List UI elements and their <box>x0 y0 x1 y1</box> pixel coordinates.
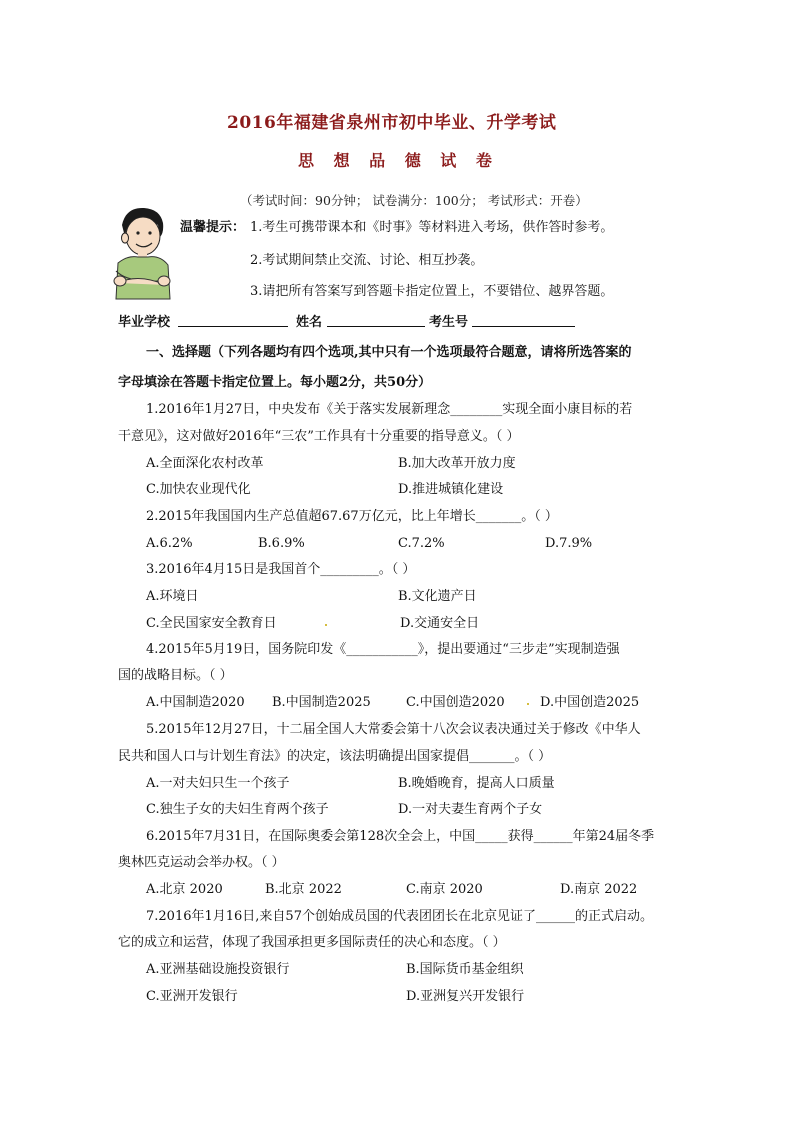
option-5a: A.一对夫妇只生一个孩子 <box>146 776 290 791</box>
option-3b: B.文化遗产日 <box>398 589 477 604</box>
option-6a: A.北京 2020 <box>146 882 223 897</box>
option-5d: D.一对夫妻生育两个子女 <box>398 802 543 817</box>
option-3a: A.环境日 <box>146 589 199 604</box>
question-2: 2.2015年我国国内生产总值超67.67万亿元，比上年增长_______。（ ） <box>146 509 558 524</box>
exam-number-label: 考生号 <box>429 315 469 330</box>
question-5: 5.2015年12月27日，十二届全国人大常委会第十八次会议表决通过关于修改《中华人 <box>146 722 641 737</box>
option-2d: D.7.9% <box>545 536 593 551</box>
question-4-cont: 国的战略目标。（ ） <box>118 668 233 683</box>
option-1d: D.推进城镇化建设 <box>398 482 504 497</box>
stray-dot <box>527 703 529 705</box>
option-1b: B.加大改革开放力度 <box>398 456 516 471</box>
school-label: 毕业学校 <box>118 315 171 330</box>
tips-item: 2.考试期间禁止交流、讨论、相互抄袭。 <box>250 253 484 268</box>
option-3c: C.全民国家安全教育日 <box>146 616 277 631</box>
option-5b: B.晚婚晚育，提高人口质量 <box>398 776 555 791</box>
question-1: 1.2016年1月27日，中央发布《关于落实发展新理念________实现全面小康目标的若 <box>146 402 633 417</box>
question-4: 4.2015年5月19日，国务院印发《___________》，提出要通过“三步走”实现制造强 <box>146 642 620 657</box>
option-7a: A.亚洲基础设施投资银行 <box>146 962 290 977</box>
question-3: 3.2016年4月15日是我国首个_________。（ ） <box>146 562 416 577</box>
option-7b: B.国际货币基金组织 <box>406 962 524 977</box>
question-7-cont: 它的成立和运营，体现了我国承担更多国际责任的决心和态度。（ ） <box>118 935 506 950</box>
question-1-cont: 干意见》，这对做好2016年“三农”工作具有十分重要的指导意义。（ ） <box>118 429 520 444</box>
option-6d: D.南京 2022 <box>560 882 638 897</box>
question-6: 6.2015年7月31日，在国际奥委会第128次全会上，中国_____获得______年第24届冬季 <box>146 829 655 844</box>
exam-title: 2016年福建省泉州市初中毕业、升学考试 <box>227 113 557 133</box>
tips-item: 1.考生可携带课本和《时事》等材料进入考场，供作答时参考。 <box>250 220 614 235</box>
option-5c: C.独生子女的夫妇生育两个孩子 <box>146 802 329 817</box>
exam-number-field[interactable] <box>472 326 575 327</box>
option-2a: A.6.2% <box>146 536 193 551</box>
option-3d: D.交通安全日 <box>400 616 480 631</box>
option-4a: A.中国制造2020 <box>146 695 245 710</box>
name-field[interactable] <box>327 326 425 327</box>
option-1c: C.加快农业现代化 <box>146 482 251 497</box>
option-2c: C.7.2% <box>398 536 445 551</box>
option-4c: C.中国创造2020 <box>406 695 505 710</box>
option-6b: B.北京 2022 <box>265 882 342 897</box>
section-heading-cont: 字母填涂在答题卡指定位置上。每小题2分，共50分） <box>118 375 432 390</box>
question-6-cont: 奥林匹克运动会举办权。（ ） <box>118 855 285 870</box>
question-5-cont: 民共和国人口与计划生育法》的决定，该法明确提出国家提倡_______。（ ） <box>118 749 552 764</box>
option-4b: B.中国制造2025 <box>272 695 371 710</box>
stray-dot <box>325 624 327 626</box>
option-7d: D.亚洲复兴开发银行 <box>406 989 525 1004</box>
option-7c: C.亚洲开发银行 <box>146 989 238 1004</box>
option-1a: A.全面深化农村改革 <box>146 456 264 471</box>
tips-item: 3.请把所有答案写到答题卡指定位置上，不要错位、越界答题。 <box>250 284 614 299</box>
school-field[interactable] <box>178 326 288 327</box>
exam-subtitle: 思 想 品 德 试 卷 <box>298 151 492 170</box>
student-cartoon-image <box>108 203 174 303</box>
tips-label: 温馨提示： <box>180 220 246 235</box>
name-label: 姓名 <box>296 315 323 330</box>
question-7: 7.2016年1月16日,来自57个创始成员国的代表团团长在北京见证了______的正式启动。 <box>146 909 653 924</box>
option-6c: C.南京 2020 <box>406 882 483 897</box>
option-4d: D.中国创造2025 <box>540 695 640 710</box>
option-2b: B.6.9% <box>258 536 305 551</box>
section-heading: 一、选择题（下列各题均有四个选项,其中只有一个选项最符合题意，请将所选答案的 <box>146 345 632 360</box>
exam-meta: （考试时间：90分钟； 试卷满分：100分； 考试形式：开卷） <box>240 193 588 208</box>
